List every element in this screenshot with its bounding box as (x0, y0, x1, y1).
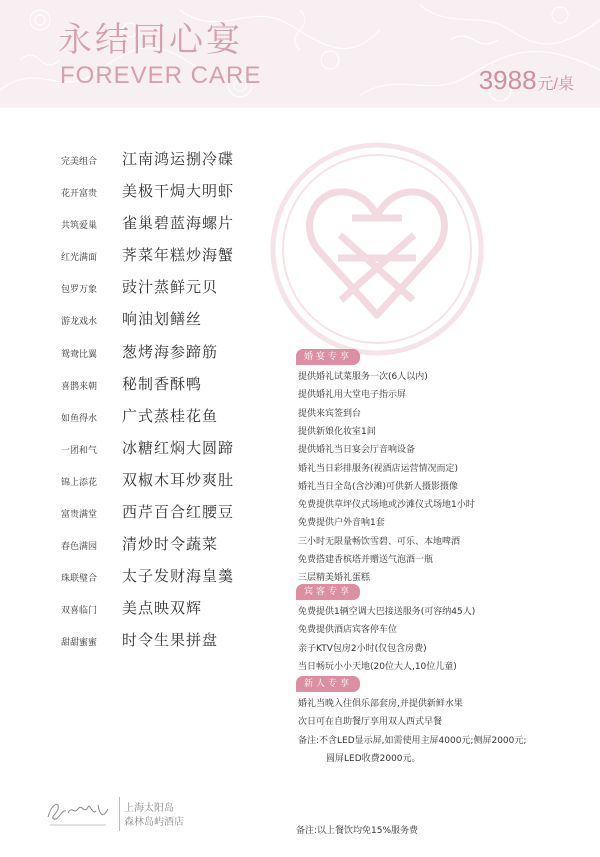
dish-row (0, 373, 300, 397)
dish-name: 太子发财海皇羹 (122, 567, 235, 585)
wedding-service-item: 免费搭建香槟塔并赠送气泡酒一瓶 (298, 555, 434, 565)
guest-service-item: 亲子KTV包房2小时(仅包含房费) (298, 643, 427, 654)
dish-row (0, 597, 300, 621)
footer-divider (119, 797, 120, 831)
dish-tag: 包罗万象 (61, 285, 98, 295)
dish-row (0, 629, 300, 653)
dish-tag: 珠联璧合 (61, 574, 98, 584)
page-title-chinese: 永结同心宴 (58, 20, 243, 60)
price-unit: 元/桌 (537, 76, 574, 93)
dish-name: 美点映双辉 (122, 599, 203, 617)
dish-tag: 游龙戏水 (61, 317, 98, 327)
wedding-service-item: 三层精美婚礼蛋糕 (298, 573, 371, 584)
price-value: 3988 (478, 65, 537, 95)
dish-name: 双椒木耳炒爽肚 (122, 471, 235, 489)
hotel-name-line2: 森林岛屿酒店 (124, 817, 184, 828)
hotel-name-line1: 上海太阳岛 (124, 803, 174, 814)
heart-knot-watermark (268, 140, 486, 358)
dish-tag: 锦上添花 (61, 478, 98, 488)
couple-service-item: 次日可在自助餐厅享用双人西式早餐 (298, 717, 443, 728)
dish-tag: 甜甜蜜蜜 (61, 638, 98, 648)
dish-name: 荠菜年糕炒海蟹 (122, 246, 235, 264)
wedding-service-item: 提供婚礼当日宴会厅音响设备 (298, 445, 416, 456)
dish-row (0, 341, 300, 365)
dish-tag: 双喜临门 (61, 606, 98, 616)
dish-name: 美极干焗大明虾 (122, 182, 235, 200)
wedding-service-item: 提供婚礼用大堂电子指示屏 (298, 390, 407, 401)
couple-service-item: 婚礼当晚入住俱乐部套房,并提供新鲜水果 (298, 699, 463, 709)
dish-row (0, 437, 300, 461)
dish-tag: 完美组合 (61, 157, 98, 167)
wedding-service-item: 提供婚礼试菜服务一次(6人以内) (298, 372, 428, 382)
section-head-wedding: 婚宴专享 (296, 349, 360, 365)
footer-service-note: 备注:以上餐饮均免15%服务费 (296, 826, 419, 836)
wedding-service-item: 提供新娘化妆室1间 (298, 426, 376, 437)
wedding-service-item: 婚礼当日彩排服务(视酒店运营情况而定) (298, 463, 459, 474)
dish-tag: 花开富贵 (61, 189, 98, 199)
dish-row (0, 276, 300, 300)
dish-row (0, 244, 300, 268)
page-title-english: FOREVER CARE (60, 62, 262, 89)
dish-name: 江南鸿运捌冷碟 (122, 150, 235, 168)
dish-name: 豉汁蒸鲜元贝 (122, 278, 219, 296)
guest-service-item: 免费提供1辆空调大巴接送服务(可容纳45人) (298, 607, 476, 617)
dish-row (0, 565, 300, 589)
dish-name: 雀巢碧蓝海螺片 (122, 214, 235, 232)
dish-row (0, 180, 300, 204)
dish-tag: 春色满园 (61, 542, 98, 552)
dish-tag: 共筑爱巢 (61, 221, 98, 231)
wedding-service-item: 提供来宾签到台 (298, 408, 362, 419)
dish-row (0, 405, 300, 429)
price-label (479, 65, 574, 96)
dish-tag: 如鱼得水 (61, 414, 98, 424)
wedding-service-item: 三小时无限量畅饮雪碧、可乐、本地啤酒 (298, 536, 461, 547)
dish-tag: 富贵满堂 (61, 510, 98, 520)
dish-name: 葱烤海参蹄筋 (122, 343, 219, 361)
hotel-signature-logo (44, 795, 114, 831)
guest-service-item: 免费提供酒店宾客停车位 (298, 625, 398, 636)
couple-service-item: 备注:不含LED显示屏,如需使用主屏4000元;侧屏2000元; (298, 735, 527, 746)
section-head-couple: 新人专享 (296, 676, 360, 692)
wedding-service-item: 婚礼当日全岛(含沙滩)可供新人摄影摄像 (298, 481, 459, 492)
dish-row (0, 148, 300, 172)
couple-service-item: 圆屏LED收费2000元。 (326, 753, 421, 764)
dish-row (0, 501, 300, 525)
dish-name: 冰糖红焖大圆蹄 (122, 439, 235, 457)
dish-tag: 鸳鸯比翼 (61, 350, 98, 360)
dish-tag: 红光满面 (61, 253, 98, 263)
wedding-service-item: 免费提供户外音响1套 (298, 518, 385, 529)
wedding-service-item: 免费提供草坪仪式场地或沙滩仪式场地1小时 (298, 500, 475, 511)
dish-name: 西芹百合红腰豆 (122, 503, 235, 521)
header-banner (0, 0, 600, 108)
dish-name: 时令生果拼盘 (122, 631, 219, 649)
dish-row (0, 533, 300, 557)
dish-name: 清炒时令蔬菜 (122, 535, 219, 553)
section-head-guest: 宾客专享 (296, 584, 360, 600)
dish-name: 广式蒸桂花鱼 (122, 407, 219, 425)
dish-name: 响油划鳝丝 (122, 310, 203, 328)
dish-tag: 喜鹊来朝 (61, 382, 98, 392)
dish-row (0, 308, 300, 332)
dish-tag: 一团和气 (61, 446, 98, 456)
dish-row (0, 469, 300, 493)
dish-row (0, 212, 300, 236)
guest-service-item: 当日畅玩小小天地(20位大人,10位儿童) (298, 661, 457, 672)
dish-name: 秘制香酥鸭 (122, 375, 203, 393)
